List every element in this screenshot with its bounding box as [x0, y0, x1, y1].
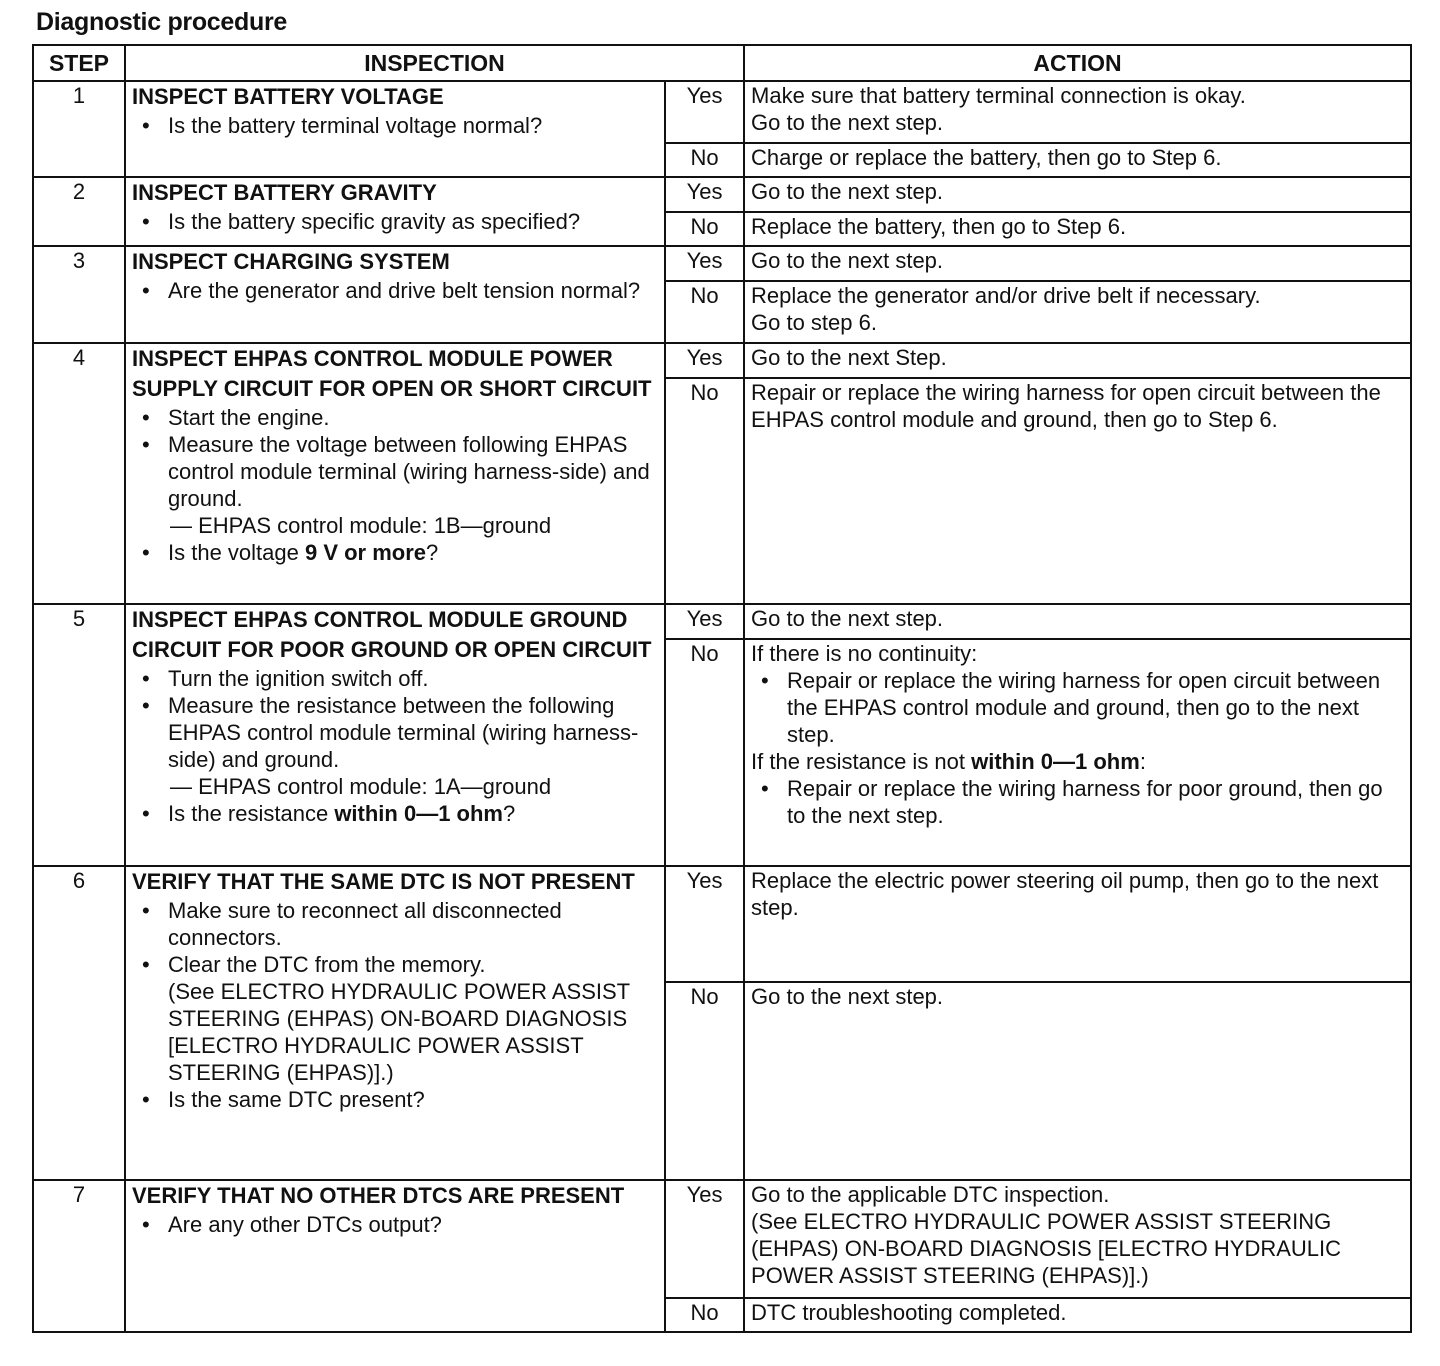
table-row — [33, 343, 1411, 378]
bullet-text: ? — [503, 801, 516, 826]
action-intro: If there is no continuity: — [751, 641, 978, 666]
no-action: Charge or replace the battery, then go to Step 6. — [744, 143, 1411, 177]
no-action: Repair or replace the wiring harness for open circuit between the EHPAS control module and ground, then go to Step 6. — [744, 378, 1411, 604]
no-label: No — [665, 212, 744, 246]
inspection-cell — [125, 604, 665, 866]
no-label: No — [665, 1298, 744, 1332]
yes-action: Go to the next step. — [744, 604, 1411, 639]
inspection-cell — [125, 866, 665, 1180]
yes-label: Yes — [665, 1180, 744, 1298]
table-row — [33, 604, 1411, 639]
action-bold-text: within 0—1 ohm — [971, 749, 1140, 774]
step-number: 6 — [33, 866, 125, 1180]
action-line: Go to step 6. — [751, 310, 877, 335]
action-line: Make sure that battery terminal connection is okay. — [751, 83, 1246, 108]
yes-label: Yes — [665, 343, 744, 378]
bullet-item — [168, 951, 658, 1086]
bullet-item: • Is the battery terminal voltage normal? — [168, 112, 658, 139]
inspection-heading: INSPECT CHARGING SYSTEM — [132, 249, 450, 274]
action-line: Replace the generator and/or drive belt if necessary. — [751, 283, 1261, 308]
bullet-item: • Turn the ignition switch off. — [168, 665, 658, 692]
inspection-heading: INSPECT EHPAS CONTROL MODULE POWER SUPPLY CIRCUIT FOR OPEN OR SHORT CIRCUIT — [132, 346, 652, 401]
yes-label: Yes — [665, 604, 744, 639]
yes-action — [744, 1180, 1411, 1298]
bullet-text: ? — [426, 540, 439, 565]
no-label: No — [665, 982, 744, 1180]
no-label: No — [665, 281, 744, 343]
yes-label: Yes — [665, 177, 744, 212]
bullet-item: • Are any other DTCs output? — [168, 1211, 658, 1238]
bullet-text: • Clear the DTC from the memory. — [168, 952, 486, 977]
step-number: 4 — [33, 343, 125, 604]
bullet-text: Measure the resistance between the following EHPAS control module terminal (wiring harness-side) and ground. — [168, 693, 639, 772]
diagnostic-table — [32, 44, 1412, 1333]
no-action — [744, 281, 1411, 343]
yes-action: Go to the next step. — [744, 177, 1411, 212]
step-number: 3 — [33, 246, 125, 343]
no-action: Go to the next step. — [744, 982, 1411, 1180]
yes-action: Go to the next step. — [744, 246, 1411, 281]
bullet-item: • Start the engine. — [168, 404, 658, 431]
step-number: 5 — [33, 604, 125, 866]
action-intro — [751, 748, 1404, 775]
bullet-item: • Repair or replace the wiring harness for open circuit between the EHPAS control module and ground, then go to the next step. — [787, 667, 1404, 748]
bullet-bold-text: within 0—1 ohm — [334, 801, 503, 826]
bullet-item — [168, 800, 658, 827]
sub-line: — EHPAS control module: 1A—ground — [170, 774, 552, 799]
bullet-item: • Make sure to reconnect all disconnected connectors. — [168, 897, 658, 951]
action-text: : — [1139, 749, 1146, 774]
yes-action: Replace the electric power steering oil pump, then go to the next step. — [744, 866, 1411, 982]
table-row — [33, 246, 1411, 281]
see-reference: (See ELECTRO HYDRAULIC POWER ASSIST STEERING (EHPAS) ON-BOARD DIAGNOSIS [ELECTRO HYDRAULIC POWER ASSIST STEERING (EHPAS)].) — [751, 1209, 1342, 1288]
bullet-text: Measure the voltage between following EHPAS control module terminal (wiring harness-side) and ground. — [168, 432, 650, 511]
sub-line: — EHPAS control module: 1B—ground — [170, 513, 552, 538]
action-text: If the resistance is not — [751, 749, 972, 774]
step-number: 7 — [33, 1180, 125, 1332]
action-line: Go to the applicable DTC inspection. — [751, 1182, 1110, 1207]
no-label: No — [665, 378, 744, 604]
inspection-heading: INSPECT EHPAS CONTROL MODULE GROUND CIRCUIT FOR POOR GROUND OR OPEN CIRCUIT — [132, 607, 652, 662]
inspection-cell — [125, 177, 665, 246]
no-label: No — [665, 639, 744, 866]
table-row — [33, 866, 1411, 982]
inspection-heading: INSPECT BATTERY GRAVITY — [132, 180, 437, 205]
action-line: Go to the next step. — [751, 110, 944, 135]
step-number: 2 — [33, 177, 125, 246]
bullet-item — [168, 539, 658, 566]
header-step: STEP — [33, 45, 125, 81]
table-row — [33, 1180, 1411, 1298]
bullet-text: Is the resistance — [168, 801, 335, 826]
yes-label: Yes — [665, 866, 744, 982]
no-action — [744, 639, 1411, 866]
bullet-item: • Is the battery specific gravity as specified? — [168, 208, 658, 235]
bullet-item: • Repair or replace the wiring harness for poor ground, then go to the next step. — [787, 775, 1404, 829]
table-row — [33, 177, 1411, 212]
page-title: Diagnostic procedure — [36, 8, 287, 36]
bullet-item — [168, 692, 658, 800]
header-action: ACTION — [744, 45, 1411, 81]
no-label: No — [665, 143, 744, 177]
bullet-text: Is the voltage — [168, 540, 305, 565]
inspection-heading: INSPECT BATTERY VOLTAGE — [132, 84, 444, 109]
bullet-item: • Is the same DTC present? — [168, 1086, 658, 1113]
inspection-heading: VERIFY THAT THE SAME DTC IS NOT PRESENT — [132, 869, 635, 894]
inspection-cell — [125, 343, 665, 604]
header-inspection: INSPECTION — [125, 45, 744, 81]
no-action: DTC troubleshooting completed. — [744, 1298, 1411, 1332]
bullet-bold-text: 9 V or more — [304, 540, 427, 565]
inspection-heading: VERIFY THAT NO OTHER DTCS ARE PRESENT — [132, 1183, 625, 1208]
header-row — [33, 45, 1411, 81]
yes-label: Yes — [665, 246, 744, 281]
see-reference: (See ELECTRO HYDRAULIC POWER ASSIST STEERING (EHPAS) ON-BOARD DIAGNOSIS [ELECTRO HYDRAULIC POWER ASSIST STEERING (EHPAS)].) — [168, 979, 630, 1085]
inspection-cell — [125, 246, 665, 343]
inspection-cell — [125, 1180, 665, 1332]
step-number: 1 — [33, 81, 125, 177]
yes-action: Go to the next Step. — [744, 343, 1411, 378]
inspection-cell — [125, 81, 665, 177]
bullet-item: • Are the generator and drive belt tension normal? — [168, 277, 658, 304]
no-action: Replace the battery, then go to Step 6. — [744, 212, 1411, 246]
bullet-item — [168, 431, 658, 539]
yes-label: Yes — [665, 81, 744, 143]
yes-action — [744, 81, 1411, 143]
table-row — [33, 81, 1411, 143]
